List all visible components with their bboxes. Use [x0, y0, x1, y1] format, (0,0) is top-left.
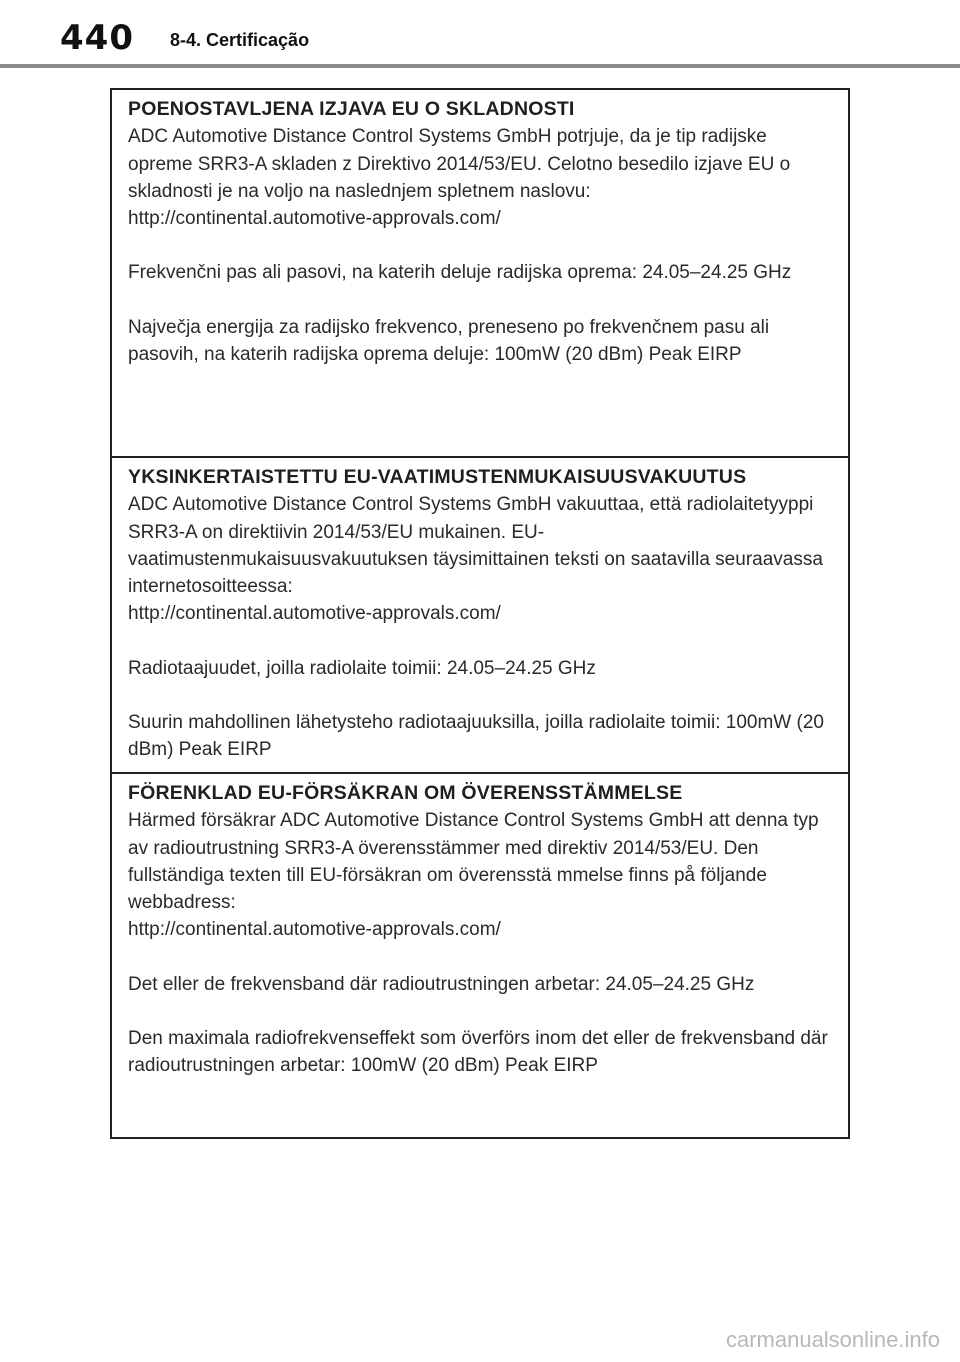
- declaration-url: http://continental.automotive-approvals.com/: [128, 208, 501, 230]
- max-power-text: Suurin mahdollinen lähetysteho radiotaajuuksilla, joilla radiolaite toimii: 100mW (20 dBm) Peak EIRP: [128, 712, 824, 761]
- declaration-body: Härmed försäkrar ADC Automotive Distance Control Systems GmbH att denna typ av radioutrustning SRR3-A överensstämmer med direktiv 2014/53/EU. Den fullständiga texten till EU-försäkran om överensstä mmelse finns på följande webbadress:: [128, 810, 819, 914]
- frequency-band-text: Radiotaajuudet, joilla radiolaite toimii: 24.05–24.25 GHz: [128, 657, 596, 679]
- section-title: 8-4. Certificação: [170, 30, 310, 50]
- page-number: 440: [60, 18, 134, 58]
- declaration-body: ADC Automotive Distance Control Systems GmbH vakuuttaa, että radiolaitetyyppi SRR3-A on direktiivin 2014/53/EU mukainen. EU-vaatimustenmukaisuusvakuutuksen täysimittainen teksti on saatavilla seuraavassa internetosoitteessa:: [128, 494, 823, 598]
- max-power-text: Največja energija za radijsko frekvenco, preneseno po frekvenčnem pasu ali pasovih, na katerih radijska oprema deluje: 100mW (20 dBm) Peak EIRP: [128, 316, 770, 366]
- certification-box: [110, 88, 850, 1139]
- declaration-heading: POENOSTAVLJENA IZJAVA EU O SKLADNOSTI: [128, 98, 575, 120]
- declaration-finnish: [112, 456, 848, 772]
- page-header: [0, 0, 960, 68]
- declaration-url: http://continental.automotive-approvals.com/: [128, 603, 501, 625]
- max-power-text: Den maximala radiofrekvenseffekt som överförs inom det eller de frekvensband där radioutrustningen arbetar: 100mW (20 dBm) Peak EIRP: [128, 1028, 828, 1077]
- declaration-url: http://continental.automotive-approvals.com/: [128, 919, 501, 941]
- watermark: carmanualsonline.info: [725, 1327, 940, 1352]
- declaration-body: ADC Automotive Distance Control Systems GmbH potrjuje, da je tip radijske opreme SRR3-A skladen z Direktivo 2014/53/EU. Celotno besedilo izjave EU o skladnosti je na voljo na naslednjem spletnem naslovu:: [128, 126, 791, 202]
- declaration-heading: YKSINKERTAISTETTU EU-VAATIMUSTENMUKAISUUSVAKUUTUS: [128, 466, 747, 488]
- declaration-slovenian: [112, 90, 848, 456]
- declaration-heading: FÖRENKLAD EU-FÖRSÄKRAN OM ÖVERENSSTÄMMELSE: [128, 782, 683, 804]
- frequency-band-text: Frekvenčni pas ali pasovi, na katerih deluje radijska oprema: 24.05–24.25 GHz: [128, 262, 792, 284]
- frequency-band-text: Det eller de frekvensband där radioutrustningen arbetar: 24.05–24.25 GHz: [128, 973, 755, 995]
- header-divider: [0, 64, 960, 68]
- declaration-swedish: [112, 772, 848, 1137]
